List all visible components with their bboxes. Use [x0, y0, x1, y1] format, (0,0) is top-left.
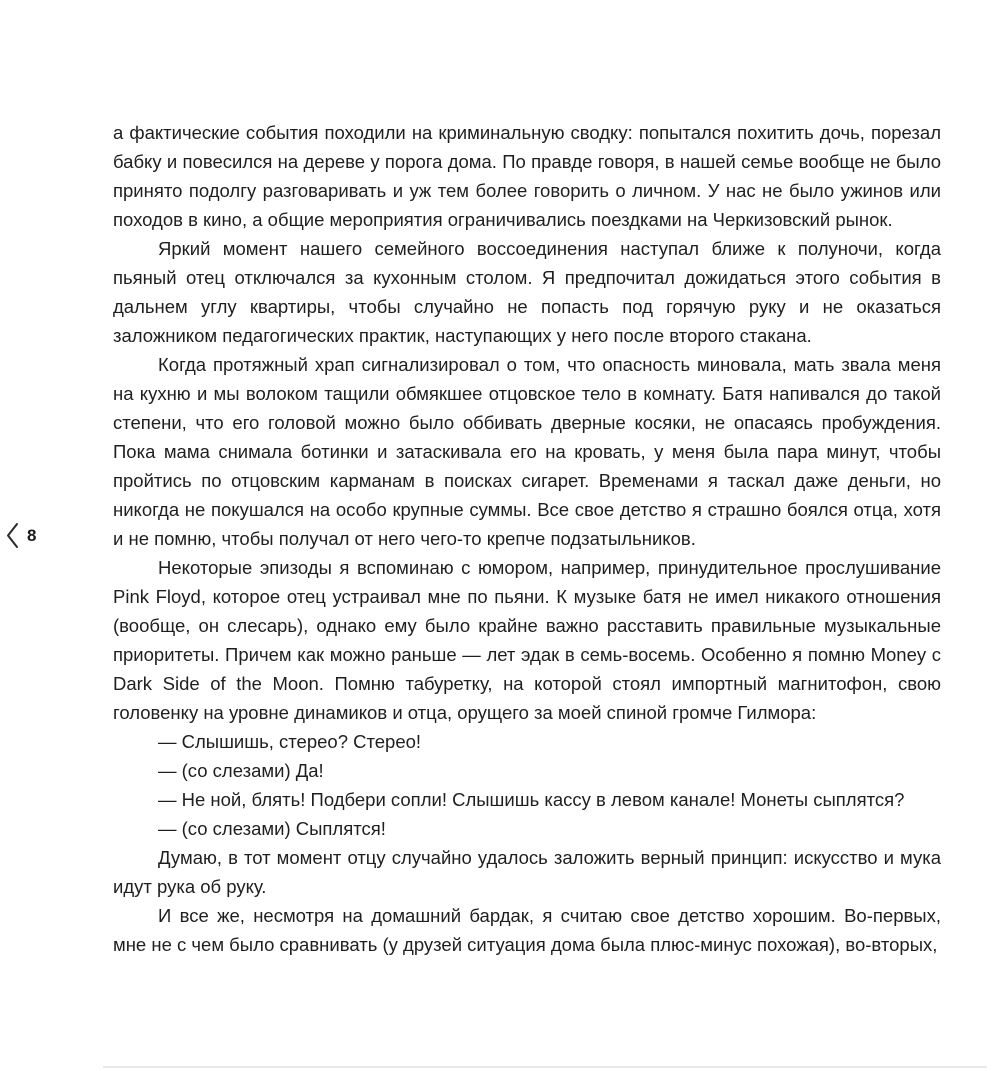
dialogue-line: — Не ной, блять! Подбери сопли! Слышишь кассу в левом канале! Монеты сыплятся? [158, 789, 905, 810]
paragraph: Яркий момент нашего семейного воссоединения наступал ближе к полуночи, когда пьяный отец отключался за кухонным столом. Я предпочитал дожидаться этого события в дальнем углу квартиры, чтобы случайно не попасть под горячую руку и не оказаться заложником педагогических практик, наступающих у него после второго стакана. [113, 238, 941, 346]
dialogue-line: — Слышишь, стерео? Стерео! [158, 731, 422, 752]
dialogue-line: — (со слезами) Сыплятся! [158, 818, 386, 839]
page-text [113, 118, 941, 959]
paragraph: Когда протяжный храп сигнализировал о том, что опасность миновала, мать звала меня на кухню и мы волоком тащили обмякшее отцовское тело в комнату. Батя напивался до такой степени, что его головой можно было оббивать дверные косяки, не опасаясь пробуждения. Пока мама снимала ботинки и затаскивала его на кровать, у меня была пара минут, чтобы пройтись по отцовским карманам в поисках сигарет. Временами я таскал даже деньги, но никогда не покушался на особо крупные суммы. Все свое детство я страшно боялся отца, хотя и не помню, чтобы получал от него чего-то крепче подзатыльников. [113, 354, 941, 549]
chevron-left-icon[interactable] [4, 521, 20, 549]
paragraph: И все же, несмотря на домашний бардак, я считаю свое детство хорошим. Во-первых, мне не с чем было сравнивать (у друзей ситуация дома была плюс-минус похожая), во-вторых, [113, 905, 941, 955]
page-nav [4, 521, 36, 549]
page-number: 8 [27, 525, 37, 545]
paragraph: а фактические события походили на криминальную сводку: попытался похитить дочь, порезал бабку и повесился на дереве у порога дома. По правде говоря, в нашей семье вообще не было принято подолгу разговаривать и уж тем более говорить о личном. У нас не было ужинов или походов в кино, а общие мероприятия ограничивались поездками на Черкизовский рынок. [113, 122, 941, 230]
page-bottom-edge [103, 1066, 987, 1068]
paragraph: Некоторые эпизоды я вспоминаю с юмором, например, принудительное прослушивание Pink Floyd, которое отец устраивал мне по пьяни. К музыке батя не имел никакого отношения (вообще, он слесарь), однако ему было крайне важно расставить правильные музыкальные приоритеты. Причем как можно раньше — лет эдак в семь-восемь. Особенно я помню Money с Dark Side of the Moon. Помню табуретку, на которой стоял импортный магнитофон, свою головенку на уровне динамиков и отца, орущего за моей спиной громче Гилмора: [113, 557, 941, 723]
paragraph: Думаю, в тот момент отцу случайно удалось заложить верный принцип: искусство и мука идут рука об руку. [113, 847, 941, 897]
dialogue-line: — (со слезами) Да! [158, 760, 324, 781]
